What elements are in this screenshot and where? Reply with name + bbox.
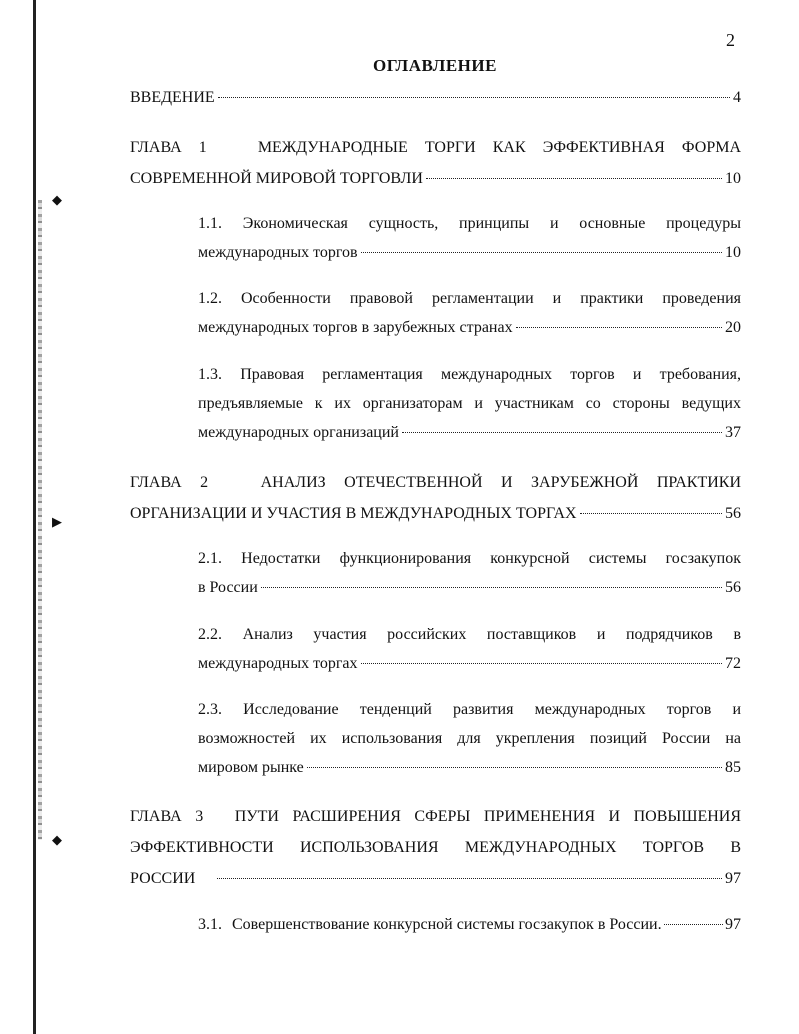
section-title-line-2: международных торгах <box>198 655 358 672</box>
section-title-line-1: Недостатки функционирования конкурсной системы госзакупок <box>241 550 742 567</box>
section-title-line-1: Совершенствование конкурсной системы госзакупок в России. <box>232 916 662 933</box>
section-title-line-3: мировом рынке <box>198 759 304 776</box>
section-number: 3.1. <box>198 916 222 933</box>
chapter-number: ГЛАВА 2 <box>130 474 209 491</box>
section-number: 2.1. <box>198 550 222 567</box>
section-title-line-1: Исследование тенденций развития международных торгов и <box>243 701 742 718</box>
dot-leader <box>402 432 722 433</box>
scan-binding-shadow <box>38 200 42 840</box>
entry-page: 97 <box>725 916 741 933</box>
dot-leader <box>361 663 722 664</box>
toc-entry-section-2-1[interactable] <box>198 544 741 602</box>
entry-page: 10 <box>725 170 741 187</box>
entry-page: 72 <box>725 655 741 672</box>
toc-entry-section-1-2[interactable] <box>198 284 741 342</box>
dot-leader <box>261 587 722 588</box>
toc-entry-intro[interactable] <box>130 83 741 112</box>
toc-entry-section-2-3[interactable] <box>198 695 741 782</box>
chapter-number: ГЛАВА 1 <box>130 139 207 156</box>
toc-title: ОГЛАВЛЕНИЕ <box>373 56 497 75</box>
section-number: 1.2. <box>198 290 222 307</box>
section-title-line-1: Анализ участия российских поставщиков и подрядчиков в <box>242 626 741 643</box>
scan-artifact-mark: ◆ <box>52 832 62 847</box>
section-title-line-1: Экономическая сущность, принципы и основные процедуры <box>242 215 742 232</box>
toc-entry-chapter-1[interactable] <box>130 133 741 193</box>
entry-page: 56 <box>725 579 741 596</box>
section-title-line-2: в России <box>198 579 258 596</box>
dot-leader <box>516 327 722 328</box>
entry-page: 10 <box>725 244 741 261</box>
dot-leader <box>218 97 730 98</box>
toc-entry-section-3-1[interactable] <box>198 910 741 939</box>
section-title-line-1: Особенности правовой регламентации и практики проведения <box>241 290 741 307</box>
section-number: 1.3. <box>198 366 222 383</box>
section-number: 1.1. <box>198 215 222 232</box>
chapter-title-line-3: РОССИИ <box>130 870 196 887</box>
dot-leader <box>580 513 722 514</box>
section-title-line-1: Правовая регламентация международных торгов и требования, <box>240 366 742 383</box>
entry-page: 85 <box>725 759 741 776</box>
chapter-title-line-2: ОРГАНИЗАЦИИ И УЧАСТИЯ В МЕЖДУНАРОДНЫХ ТОРГАХ <box>130 505 577 522</box>
section-title-line-2: предъявляемые к их организаторам и участникам со стороны ведущих <box>198 395 741 412</box>
chapter-title-line-2: СОВРЕМЕННОЙ МИРОВОЙ ТОРГОВЛИ <box>130 170 423 187</box>
section-title-line-2: возможностей их использования для укрепления позиций России на <box>198 730 741 747</box>
toc-entry-section-1-1[interactable] <box>198 209 741 267</box>
entry-page: 37 <box>725 424 741 441</box>
scan-artifact-mark: ▶ <box>52 514 62 529</box>
dot-leader <box>361 252 722 253</box>
section-title-line-2: международных торгов <box>198 244 358 261</box>
chapter-number: ГЛАВА 3 <box>130 808 204 825</box>
section-number: 2.2. <box>198 626 222 643</box>
dot-leader <box>426 178 722 179</box>
chapter-title-line-1: МЕЖДУНАРОДНЫЕ ТОРГИ КАК ЭФФЕКТИВНАЯ ФОРМА <box>257 139 741 156</box>
scan-binding-edge <box>33 0 36 1034</box>
page-number: 2 <box>726 30 735 50</box>
dot-leader <box>307 767 722 768</box>
dot-leader <box>664 924 723 925</box>
section-number: 2.3. <box>198 701 222 718</box>
section-title-line-2: международных торгов в зарубежных странах <box>198 319 513 336</box>
section-title-line-3: международных организаций <box>198 424 399 441</box>
entry-page: 20 <box>725 319 741 336</box>
chapter-title-line-1: АНАЛИЗ ОТЕЧЕСТВЕННОЙ И ЗАРУБЕЖНОЙ ПРАКТИКИ <box>260 474 742 491</box>
chapter-title-line-1: ПУТИ РАСШИРЕНИЯ СФЕРЫ ПРИМЕНЕНИЯ И ПОВЫШЕНИЯ <box>234 808 742 825</box>
toc-entry-section-1-3[interactable] <box>198 360 741 447</box>
entry-label: ВВЕДЕНИЕ <box>130 89 215 106</box>
entry-page: 97 <box>725 870 741 887</box>
entry-page: 56 <box>725 505 741 522</box>
scan-artifact-mark: ◆ <box>52 192 62 207</box>
toc-entry-chapter-3[interactable] <box>130 802 741 893</box>
toc-entry-section-2-2[interactable] <box>198 620 741 678</box>
chapter-title-line-2: ЭФФЕКТИВНОСТИ ИСПОЛЬЗОВАНИЯ МЕЖДУНАРОДНЫХ ТОРГОВ В <box>130 839 741 856</box>
entry-page: 4 <box>733 89 741 106</box>
toc-entry-chapter-2[interactable] <box>130 468 741 528</box>
dot-leader <box>217 878 722 879</box>
